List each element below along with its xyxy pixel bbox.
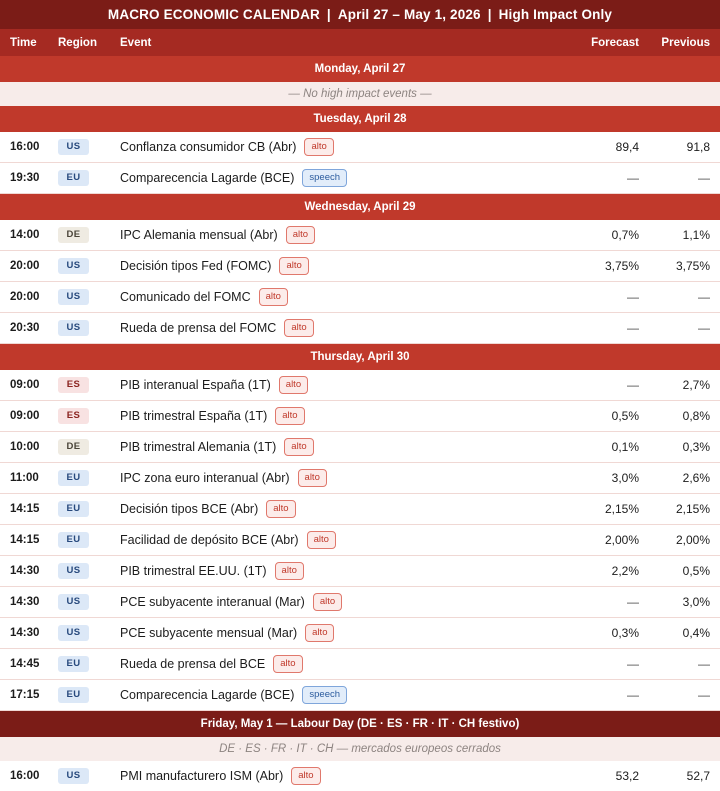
cell-event (120, 138, 558, 156)
cell-forecast: 0,7% (611, 228, 639, 242)
table-row[interactable] (0, 494, 720, 525)
table-row[interactable] (0, 525, 720, 556)
day-note-row: DE · ES · FR · IT · CH — mercados europeos cerrados (0, 737, 720, 761)
cell-previous: 0,4% (682, 626, 710, 640)
cell-region (58, 170, 120, 186)
cell-previous: 0,5% (682, 564, 710, 578)
impact-tag-alto: alto (273, 655, 302, 673)
cell-forecast: 0,3% (611, 626, 639, 640)
event-name: Decisión tipos Fed (FOMC) (120, 259, 272, 273)
table-row[interactable] (0, 132, 720, 163)
cell-region (58, 377, 120, 393)
day-note-row: — No high impact events — (0, 82, 720, 106)
cell-event (120, 438, 558, 456)
region-badge: US (58, 594, 89, 610)
table-row[interactable] (0, 761, 720, 791)
impact-tag-alto: alto (284, 319, 313, 337)
cell-event (120, 686, 558, 704)
cell-event (120, 593, 558, 611)
cell-region (58, 289, 120, 305)
cell-previous: 2,15% (675, 502, 710, 516)
cell-previous: — (698, 321, 710, 335)
column-header-time: Time (10, 36, 37, 49)
table-row[interactable] (0, 587, 720, 618)
event-name: PMI manufacturero ISM (Abr) (120, 769, 284, 783)
table-column-header (0, 29, 720, 56)
region-badge: EU (58, 656, 89, 672)
cell-forecast: — (627, 171, 639, 185)
event-name: IPC Alemania mensual (Abr) (120, 228, 278, 242)
impact-tag-alto: alto (313, 593, 342, 611)
event-name: PIB trimestral EE.UU. (1T) (120, 564, 267, 578)
cell-event (120, 226, 558, 244)
column-header-region: Region (58, 36, 97, 49)
cell-forecast: 2,15% (604, 502, 639, 516)
impact-tag-alto: alto (291, 767, 320, 785)
day-header-band: Tuesday, April 28 (0, 106, 720, 132)
day-header-band: Thursday, April 30 (0, 344, 720, 370)
cell-time: 09:00 (10, 410, 40, 422)
event-name: Rueda de prensa del BCE (120, 657, 266, 671)
cell-event (120, 655, 558, 673)
cell-region (58, 687, 120, 703)
impact-tag-alto: alto (305, 624, 334, 642)
cell-region (58, 768, 120, 784)
cell-forecast: 2,00% (604, 533, 639, 547)
region-badge: EU (58, 501, 89, 517)
cell-time: 20:30 (10, 322, 40, 334)
cell-previous: 91,8 (686, 140, 710, 154)
impact-tag-alto: alto (275, 407, 304, 425)
cell-previous: — (698, 290, 710, 304)
cell-event (120, 531, 558, 549)
table-row[interactable] (0, 680, 720, 711)
region-badge: EU (58, 470, 89, 486)
table-row[interactable] (0, 649, 720, 680)
cell-region (58, 258, 120, 274)
event-name: IPC zona euro interanual (Abr) (120, 471, 290, 485)
event-name: PIB interanual España (1T) (120, 378, 271, 392)
region-badge: ES (58, 377, 89, 393)
impact-tag-alto: alto (266, 500, 295, 518)
cell-previous: — (698, 171, 710, 185)
impact-tag-alto: alto (298, 469, 327, 487)
table-row[interactable] (0, 556, 720, 587)
cell-time: 19:30 (10, 172, 40, 184)
cell-previous: 52,7 (686, 769, 710, 783)
cell-time: 16:00 (10, 141, 40, 153)
region-badge: ES (58, 408, 89, 424)
cell-previous: 3,75% (675, 259, 710, 273)
cell-region (58, 501, 120, 517)
cell-time: 14:00 (10, 229, 40, 241)
table-row[interactable] (0, 463, 720, 494)
event-name: PCE subyacente mensual (Mar) (120, 626, 298, 640)
cell-event (120, 288, 558, 306)
cell-forecast: — (627, 290, 639, 304)
cell-event (120, 500, 558, 518)
cell-event (120, 767, 558, 785)
region-badge: US (58, 563, 89, 579)
impact-tag-alto: alto (307, 531, 336, 549)
cell-region (58, 227, 120, 243)
cell-region (58, 532, 120, 548)
region-badge: DE (58, 227, 89, 243)
cell-time: 14:30 (10, 596, 40, 608)
cell-time: 14:45 (10, 658, 40, 670)
table-row[interactable] (0, 251, 720, 282)
day-header-band: Friday, May 1 — Labour Day (DE · ES · FR · IT · CH festivo) (0, 711, 720, 737)
cell-previous: 2,6% (682, 471, 710, 485)
cell-previous: 2,7% (682, 378, 710, 392)
cell-previous: 3,0% (682, 595, 710, 609)
title-separator-1: | (326, 7, 331, 22)
cell-event (120, 469, 558, 487)
cell-forecast: 3,75% (604, 259, 639, 273)
region-badge: EU (58, 170, 89, 186)
event-name: PIB trimestral Alemania (1T) (120, 440, 277, 454)
cell-time: 14:30 (10, 565, 40, 577)
region-badge: EU (58, 687, 89, 703)
calendar-title-filter: High Impact Only (498, 7, 613, 22)
cell-previous: 0,8% (682, 409, 710, 423)
region-badge: US (58, 289, 89, 305)
cell-region (58, 656, 120, 672)
cell-region (58, 594, 120, 610)
cell-region (58, 563, 120, 579)
event-name: Facilidad de depósito BCE (Abr) (120, 533, 299, 547)
impact-tag-alto: alto (304, 138, 333, 156)
region-badge: US (58, 139, 89, 155)
cell-forecast: — (627, 321, 639, 335)
table-row[interactable] (0, 220, 720, 251)
cell-time: 17:15 (10, 689, 40, 701)
cell-previous: 2,00% (675, 533, 710, 547)
cell-region (58, 439, 120, 455)
table-row[interactable] (0, 401, 720, 432)
cell-region (58, 320, 120, 336)
impact-tag-alto: alto (279, 257, 308, 275)
cell-forecast: — (627, 657, 639, 671)
region-badge: DE (58, 439, 89, 455)
table-row[interactable] (0, 618, 720, 649)
cell-event (120, 319, 558, 337)
impact-tag-alto: alto (279, 376, 308, 394)
cell-forecast: 2,2% (611, 564, 639, 578)
day-header-band: Monday, April 27 (0, 56, 720, 82)
cell-time: 20:00 (10, 260, 40, 272)
cell-time: 14:15 (10, 503, 40, 515)
table-row[interactable] (0, 313, 720, 344)
event-name: Decisión tipos BCE (Abr) (120, 502, 259, 516)
impact-tag-alto: alto (286, 226, 315, 244)
cell-time: 14:15 (10, 534, 40, 546)
column-header-previous: Previous (661, 36, 710, 49)
cell-time: 09:00 (10, 379, 40, 391)
column-header-event: Event (120, 36, 152, 49)
cell-region (58, 470, 120, 486)
event-name: Comparecencia Lagarde (BCE) (120, 688, 295, 702)
cell-time: 11:00 (10, 472, 39, 484)
cell-region (58, 139, 120, 155)
region-badge: US (58, 258, 89, 274)
region-badge: US (58, 320, 89, 336)
cell-event (120, 562, 558, 580)
region-badge: US (58, 768, 89, 784)
event-name: PCE subyacente interanual (Mar) (120, 595, 305, 609)
cell-event (120, 169, 558, 187)
cell-time: 14:30 (10, 627, 40, 639)
event-name: Rueda de prensa del FOMC (120, 321, 277, 335)
impact-tag-alto: alto (275, 562, 304, 580)
cell-region (58, 408, 120, 424)
cell-event (120, 376, 558, 394)
calendar-body (0, 56, 720, 791)
impact-tag-speech: speech (302, 686, 347, 704)
impact-tag-alto: alto (259, 288, 288, 306)
impact-tag-speech: speech (302, 169, 347, 187)
calendar-title-bar (0, 0, 720, 29)
event-name: Comparecencia Lagarde (BCE) (120, 171, 295, 185)
calendar-title-date-range: April 27 – May 1, 2026 (337, 7, 481, 22)
cell-time: 10:00 (10, 441, 40, 453)
region-badge: EU (58, 532, 89, 548)
cell-previous: 1,1% (682, 228, 710, 242)
cell-previous: — (698, 688, 710, 702)
calendar-title-main: MACRO ECONOMIC CALENDAR (107, 7, 320, 22)
table-row[interactable] (0, 282, 720, 313)
cell-previous: — (698, 657, 710, 671)
region-badge: US (58, 625, 89, 641)
cell-forecast: 53,2 (615, 769, 639, 783)
cell-forecast: — (627, 595, 639, 609)
cell-forecast: 3,0% (611, 471, 639, 485)
event-name: Comunicado del FOMC (120, 290, 251, 304)
day-header-band: Wednesday, April 29 (0, 194, 720, 220)
cell-forecast: — (627, 688, 639, 702)
table-row[interactable] (0, 370, 720, 401)
cell-forecast: 0,5% (611, 409, 639, 423)
table-row[interactable] (0, 163, 720, 194)
impact-tag-alto: alto (284, 438, 313, 456)
title-separator-2: | (487, 7, 492, 22)
cell-forecast: 89,4 (615, 140, 639, 154)
event-name: PIB trimestral España (1T) (120, 409, 268, 423)
cell-previous: 0,3% (682, 440, 710, 454)
event-name: Conflanza consumidor CB (Abr) (120, 140, 297, 154)
cell-event (120, 257, 558, 275)
cell-event (120, 407, 558, 425)
table-row[interactable] (0, 432, 720, 463)
cell-event (120, 624, 558, 642)
cell-time: 16:00 (10, 770, 40, 782)
cell-time: 20:00 (10, 291, 40, 303)
cell-forecast: — (627, 378, 639, 392)
cell-region (58, 625, 120, 641)
cell-forecast: 0,1% (611, 440, 639, 454)
column-header-forecast: Forecast (591, 36, 639, 49)
